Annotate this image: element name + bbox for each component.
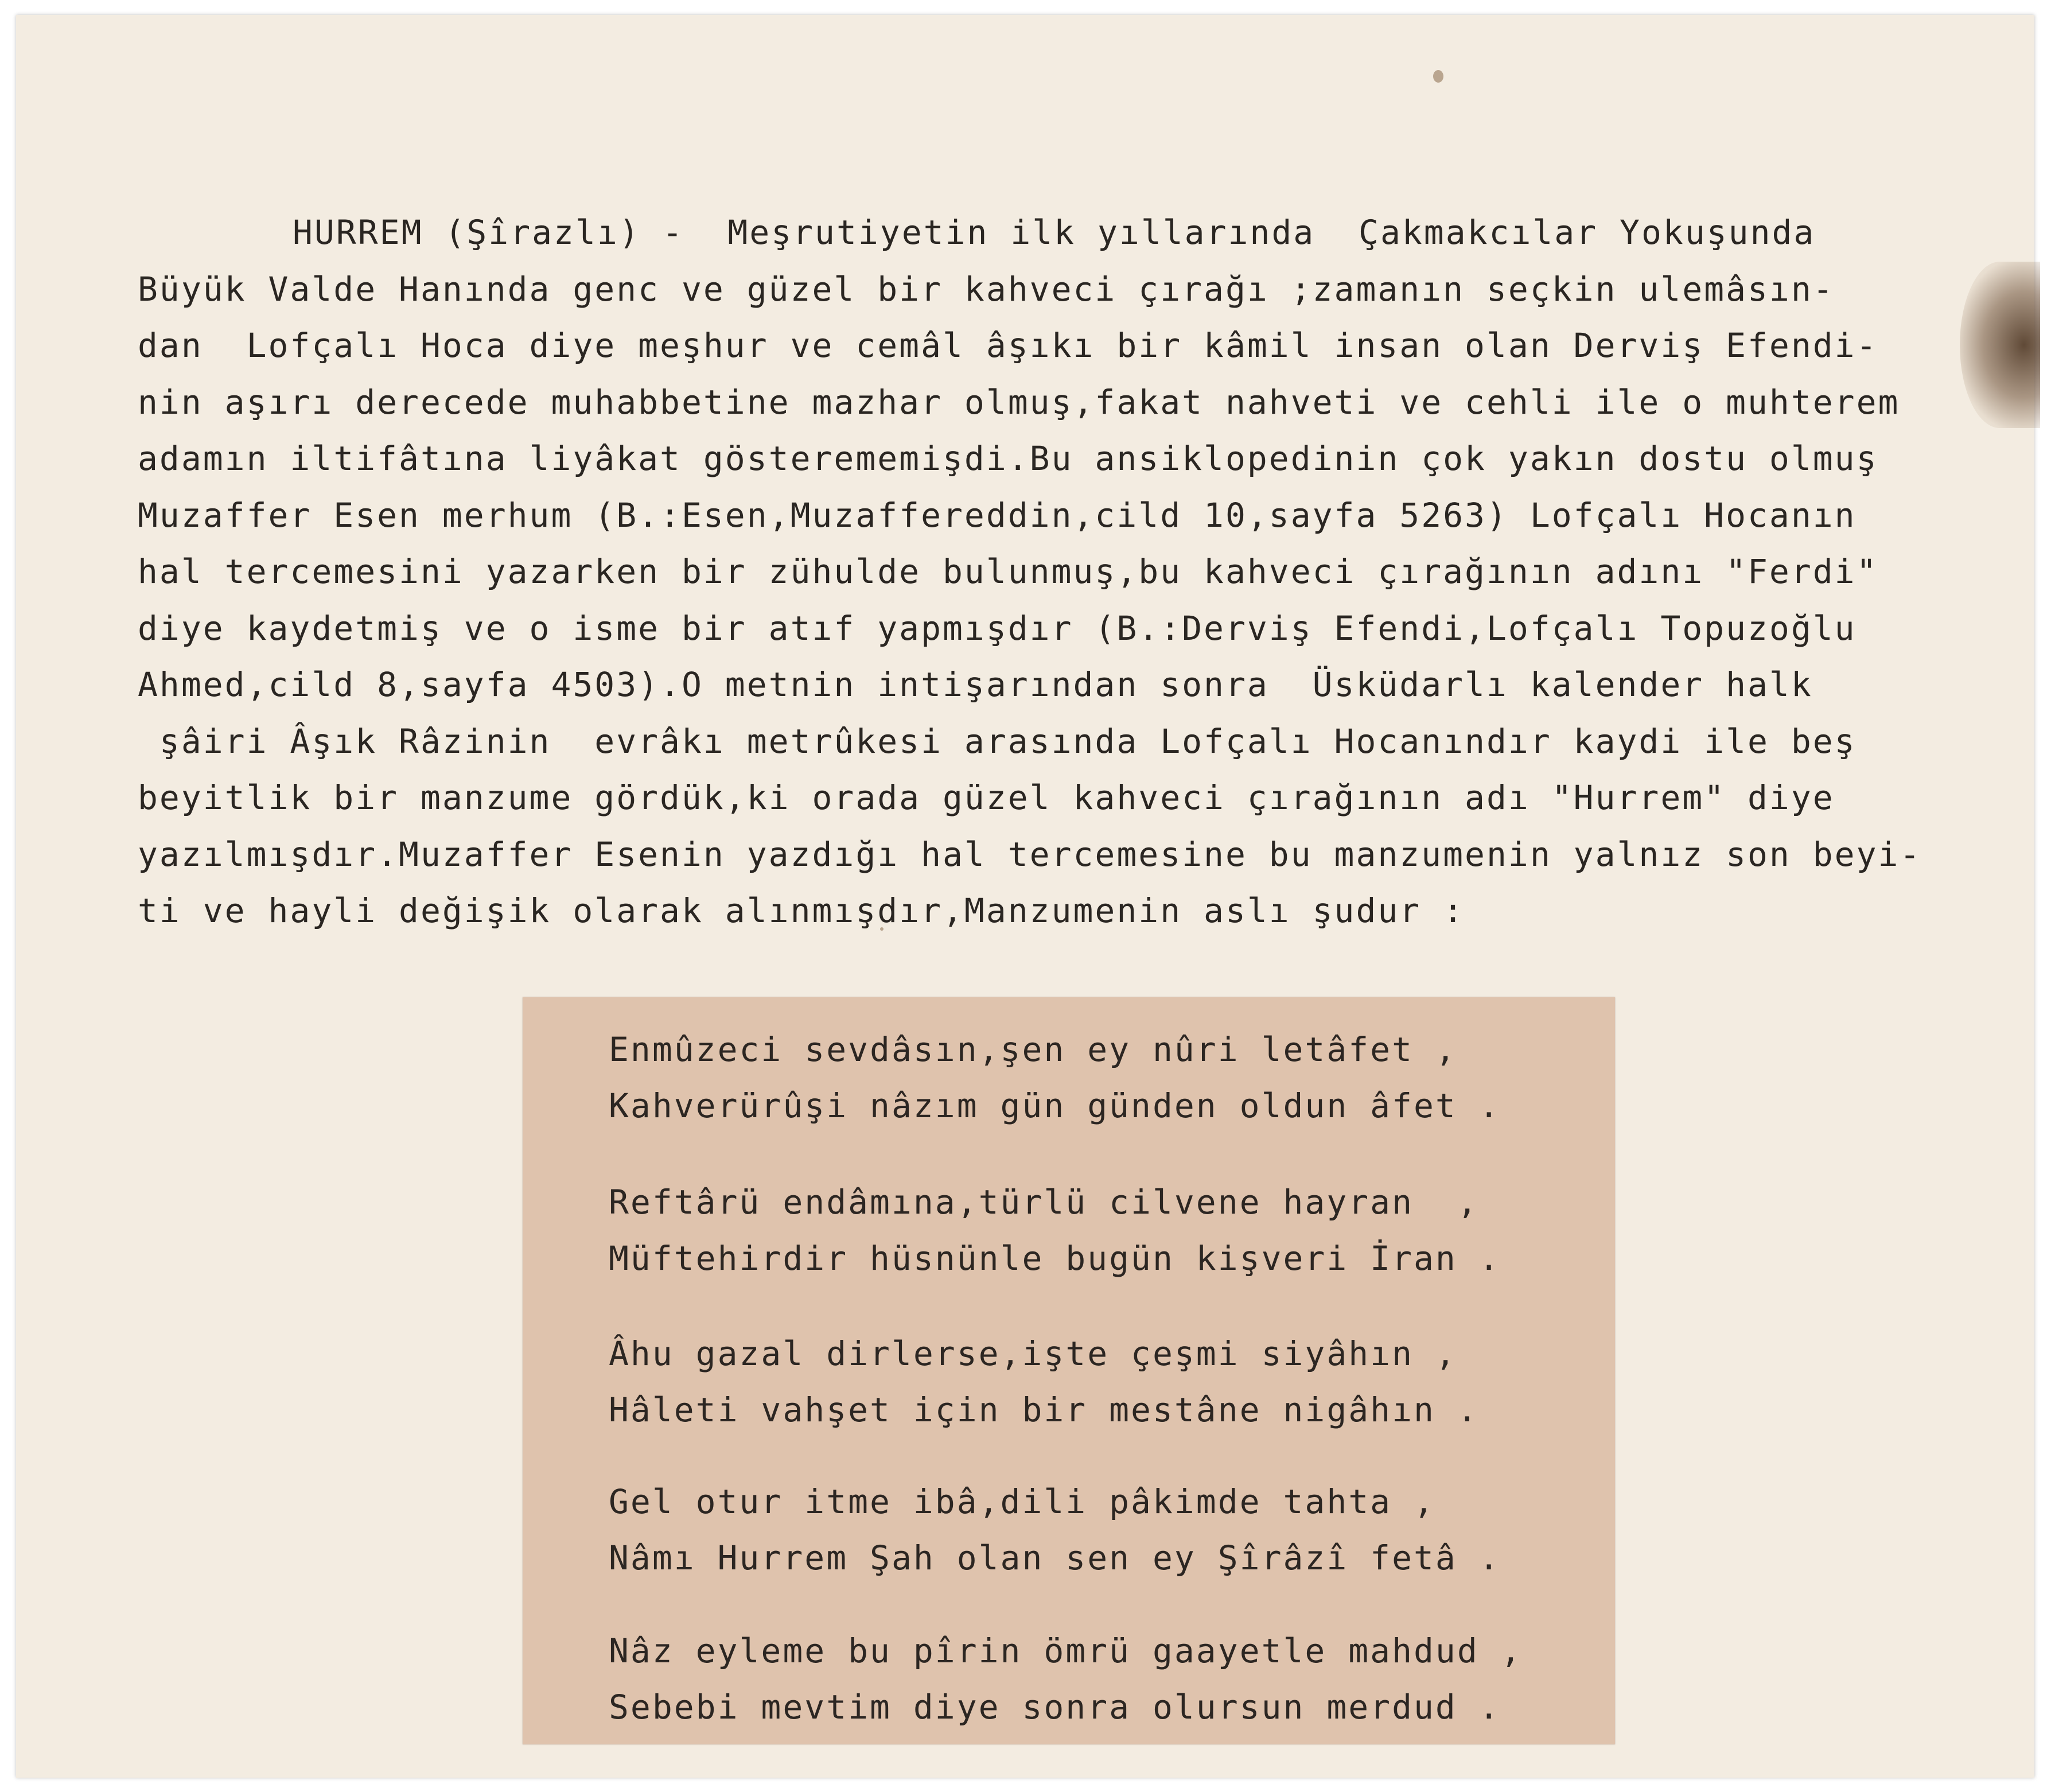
text-line: yazılmışdır.Muzaffer Esenin yazdığı hal tercemesine bu manzumenin yalnız son beyi- [138, 834, 1922, 874]
poem-verse: Müftehirdir hüsnünle bugün kişveri İran . [609, 1239, 1501, 1278]
poem-verse: Âhu gazal dirlerse,işte çeşmi siyâhın , [609, 1334, 1457, 1373]
poem-verse: Nâmı Hurrem Şah olan sen ey Şîrâzî fetâ . [609, 1538, 1501, 1577]
text-line: Muzaffer Esen merhum (B.:Esen,Muzaffereddin,cild 10,sayfa 5263) Lofçalı Hocanın [138, 495, 1857, 535]
text-line: nin aşırı derecede muhabbetine mazhar olmuş,fakat nahveti ve cehli ile o muhterem [138, 382, 1900, 422]
poem-stanza [609, 1325, 1584, 1438]
poem-verse: Sebebi mevtim diye sonra olursun merdud . [609, 1688, 1501, 1727]
poem-stanza [609, 1623, 1584, 1735]
text-line: adamın iltifâtına liyâkat gösterememişdi.Bu ansiklopedinin çok yakın dostu olmuş [138, 439, 1878, 478]
text-line: şâiri Âşık Râzinin evrâkı metrûkesi arasında Lofçalı Hocanındır kaydi ile beş [138, 721, 1857, 761]
text-line: Büyük Valde Hanında genc ve güzel bir kahveci çırağı ;zamanın seçkin ulemâsın- [138, 269, 1835, 309]
poem-stanza [609, 1174, 1584, 1286]
poem-verse: Gel otur itme ibâ,dili pâkimde tahta , [609, 1482, 1435, 1521]
text-line: diye kaydetmiş ve o isme bir atıf yapmışdır (B.:Derviş Efendi,Lofçalı Topuzoğlu [138, 608, 1857, 648]
poem-stanza [609, 1474, 1584, 1586]
paper-sheet [16, 15, 2034, 1778]
text-line: beyitlik bir manzume gördük,ki orada güzel kahveci çırağının adı "Hurrem" diye [138, 778, 1835, 817]
poem-verse: Nâz eyleme bu pîrin ömrü gaayetle mahdud , [609, 1631, 1523, 1670]
paper-speck [1433, 70, 1443, 83]
text-line: Ahmed,cild 8,sayfa 4503).O metnin intişarından sonra Üsküdarlı kalender halk [138, 665, 1813, 704]
text-line: hal tercemesini yazarken bir zühulde bulunmuş,bu kahveci çırağının adını "Ferdi" [138, 552, 1878, 591]
poem-clipping [523, 997, 1615, 1744]
poem-verse: Hâleti vahşet için bir mestâne nigâhın . [609, 1390, 1479, 1429]
text-line: ti ve hayli değişik olarak alınmışdır,Manzumenin aslı şudur : [138, 891, 1465, 930]
poem-verse: Enmûzeci sevdâsın,şen ey nûri letâfet , [609, 1030, 1457, 1069]
text-line: dan Lofçalı Hoca diye meşhur ve cemâl âşıkı bir kâmil insan olan Derviş Efendi- [138, 326, 1878, 365]
text-line: HURREM (Şîrazlı) - Meşrutiyetin ilk yıllarında Çakmakcılar Yokuşunda [293, 213, 1816, 252]
poem-stanza [609, 1021, 1584, 1134]
poem-verse: Reftârü endâmına,türlü cilvene hayran , [609, 1183, 1479, 1222]
poem-verse: Kahverürûşi nâzım gün günden oldun âfet . [609, 1086, 1501, 1125]
biography-text [138, 204, 2037, 939]
